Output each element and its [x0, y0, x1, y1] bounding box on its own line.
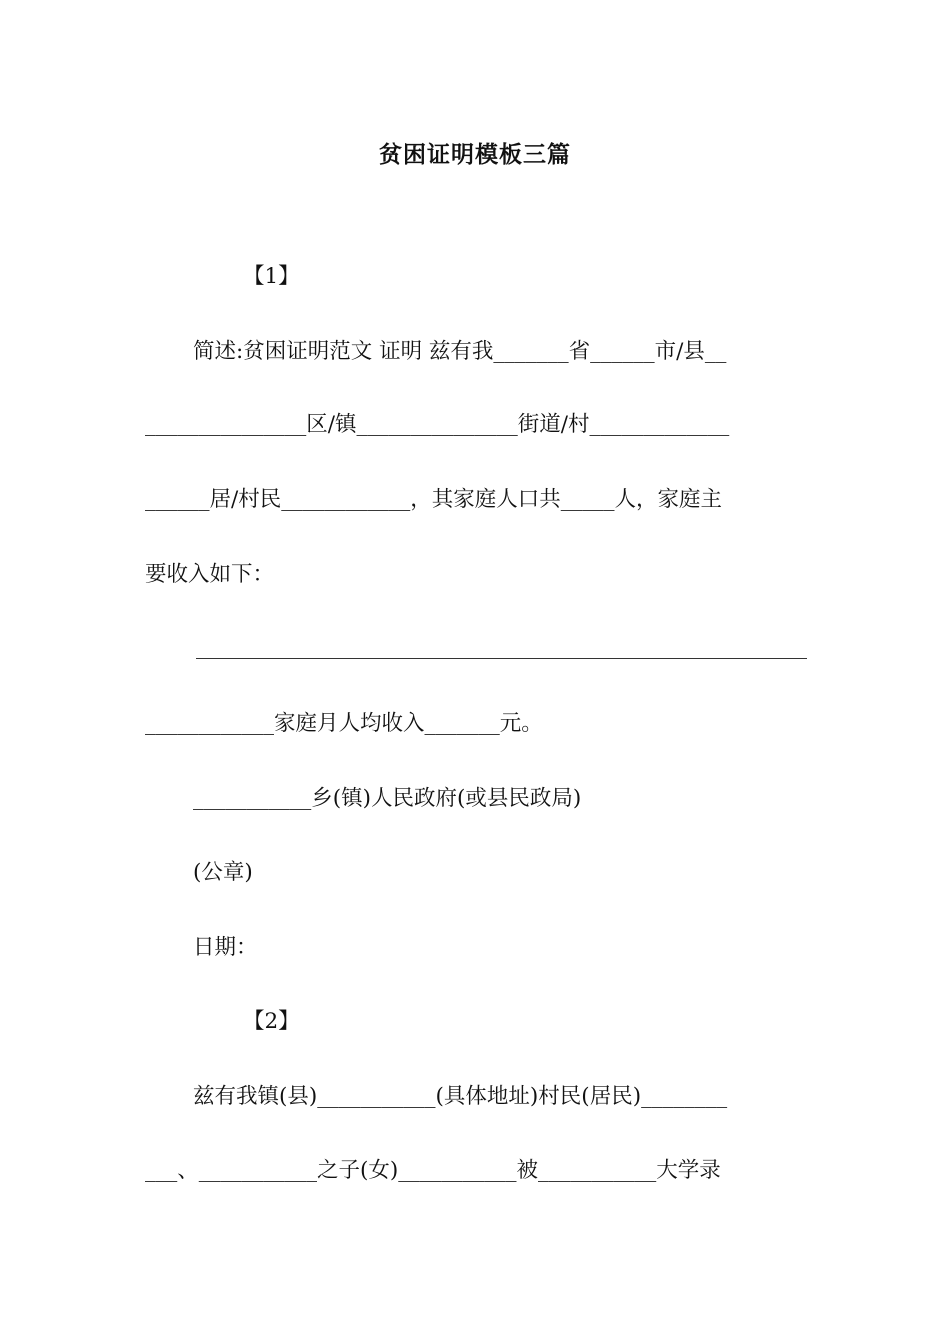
official-seal-label: (公章) [193, 860, 253, 885]
section-2-line-1: 兹有我镇(县)___________(具体地址)村民(居民)________ [193, 1084, 728, 1109]
section-2-line-2: ___、___________之子(女)___________被___________大学录 [145, 1158, 721, 1183]
section-1-line-5: ____________家庭月人均收入_______元。 [145, 711, 543, 736]
section-1-line-6: ___________乡(镇)人民政府(或县民政局) [193, 786, 582, 811]
section-2-heading: 【2】 [243, 1009, 300, 1034]
document-title: 贫困证明模板三篇 [379, 142, 571, 168]
date-label: 日期： [193, 935, 258, 960]
section-1-line-4: 要收入如下： [145, 562, 275, 587]
section-1-heading: 【1】 [243, 264, 300, 289]
section-1-line-2: _______________区/镇_______________街道/村_____________ [145, 412, 730, 437]
section-1-line-3: ______居/村民____________，其家庭人口共_____人，家庭主 [145, 487, 722, 512]
section-1-line-1: 简述:贫困证明范文 证明 兹有我_______省______市/县__ [193, 339, 727, 364]
blank-fill-line [196, 658, 807, 659]
